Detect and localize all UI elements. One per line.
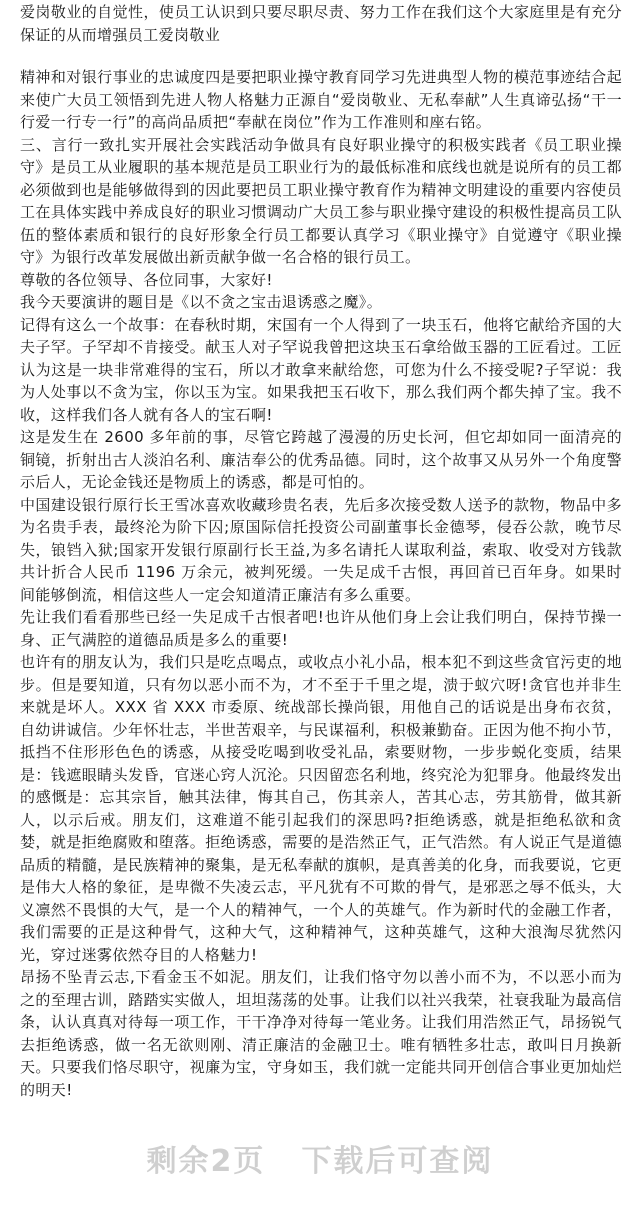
remaining-pages-label: 剩余2页 — [146, 1144, 266, 1179]
paragraph-lesson: 先让我们看看那些已经一失足成千古恨者吧!也许从他们身上会让我们明白，保持节操一身、正气满腔的道德品质是多么的重要! — [20, 608, 622, 649]
paragraph-history: 这是发生在 2600 多年前的事，尽管它跨越了漫漫的历史长河，但它却如同一面清亮的铜镜，折射出古人淡泊名利、廉洁奉公的优秀品德。同时，这个故事又从另外一个角度警示后人，无论金钱还是物质上的诱惑，都是可怕的。 — [20, 428, 622, 491]
paragraph-story: 记得有这么一个故事：在春秋时期，宋国有一个人得到了一块玉石，他将它献给齐国的大夫子罕。子罕却不肯接受。献玉人对子罕说我曾把这块玉石拿给做玉器的工匠看过。工匠认为这是一块非常难得的宝石，所以才敢拿来献给您，可您为什么不接受呢?子罕说：我为人处事以不贪为宝，你以玉为宝。如果我把玉石收下，那么我们两个都失掉了宝。我不收，这样我们各人就有各人的宝石啊! — [20, 315, 622, 424]
top-fragment-paragraph: 爱岗敬业的自觉性，使员工认识到只要尽职尽责、努力工作在我们这个大家庭里是有充分保证的从而增强员工爱岗敬业 — [20, 3, 622, 44]
paragraph-cases: 中国建设银行原行长王雪冰喜欢收藏珍贵名表，先后多次接受数人送予的款物，物品中多为名贵手表，最终沦为阶下囚;原国际信托投资公司副董事长金德琴，侵吞公款，晚节尽失，锒铛入狱;国家开发银行原副行长王益,为多名请托人谋取利益，索取、收受对方钱款共计折合人民币 1196 万余元，被判死缓。一失足成千古恨，再回首已百年身。如果时间能够倒流，相信这些人一定会知道清正廉洁有多么重要。 — [20, 495, 622, 604]
paragraph-greeting: 尊敬的各位领导、各位同事，大家好! — [20, 270, 273, 289]
paragraph-integrity: 也许有的朋友认为，我们只是吃点喝点，或收点小礼小品，根本犯不到这些贪官污吏的地步。但是要知道，只有勿以恶小而不为，才不至于千里之堤，溃于蚁穴呀!贪官也并非生来就是坏人。XXX 省 XXX 市委原、统战部长操尚银，用他自己的话说是出身布衣贫，自幼讲诚信。少年怀壮志，半世苦艰辛，与民谋福利，积极兼勤奋。正因为他不拘小节，抵挡不住形形色色的诱惑，从接受吃喝到收受礼品，索要财物，一步步蜕化变质，结果是：钱遮眼睛头发昏，官迷心窍人沉沦。只因留恋名利地，终究沦为犯罪身。他最终发出的感慨是：忘其宗旨，触其法律，悔其自己，伤其亲人，苦其心志，劳其筋骨，做其新人，以示后戒。朋友们，这难道不能引起我们的深思吗?拒绝诱惑，就是拒绝私欲和贪婪，就是拒绝腐败和堕落。拒绝诱惑，需要的是浩然正气，正气浩然。有人说正气是道德品质的精髓，是民族精神的聚集，是无私奉献的旗帜，是真善美的化身，而我要说，它更是伟大人格的象征，是卑微不失凌云志，平凡犹有不可欺的骨气，是邪恶之辱不低头，大义凛然不畏惧的大气，是一个人的精神气，一个人的英雄气。作为新时代的金融工作者，我们需要的正是这种骨气，这种大气，这种精神气，这种英雄气，这种大浪淘尽犹然闪光，穿过迷雾依然夺目的人格魅力! — [20, 653, 622, 964]
document-body — [20, 0, 622, 1101]
download-prompt-banner[interactable] — [0, 1136, 640, 1180]
page-gap — [20, 48, 622, 66]
paragraph-closing: 昂扬不坠青云志,下看金玉不如泥。朋友们，让我们恪守勿以善小而不为，不以恶小而为之的至理古训，踏踏实实做人，坦坦荡荡的处事。让我们以社兴我荣，社衰我耻为最高信条，认认真真对待每一项工作，干干净净对待每一笔业务。让我们用浩然正气，昂扬锐气去拒绝诱惑，做一名无欲则刚、清正廉洁的金融卫士。唯有牺牲多壮志，敢叫日月换新天。只要我们恪尽职守，视廉为宝，守身如玉，我们就一定能共同开创信合事业更加灿烂的明天! — [20, 968, 622, 1099]
cut-off-top-text — [20, 0, 622, 48]
paragraph-speech-title: 我今天要演讲的题目是《以不贪之宝击退诱惑之魔》。 — [20, 293, 383, 311]
paragraph-2: 三、言行一致扎实开展社会实践活动争做具有良好职业操守的积极实践者《员工职业操守》是员工从业履职的基本规范是员工职业行为的最低标准和底线也就是说所有的员工都必须做到也是能够做得到的因此要把员工职业操守教育作为精神文明建设的重要内容使员工在具体实践中养成良好的职业习惯调动广大员工参与职业操守建设的积极性提高员工队伍的整体素质和银行的良好形象全行员工都要认真学习《职业操守》自觉遵守《职业操守》为银行改革发展做出新贡献争做一名合格的银行员工。 — [20, 135, 622, 266]
download-to-view-label[interactable]: 下载后可查阅 — [301, 1144, 494, 1179]
paragraph-1: 精神和对银行事业的忠诚度四是要把职业操守教育同学习先进典型人物的模范事迹结合起来使广大员工领悟到先进人物人格魅力正源自“爱岗敬业、无私奉献”人生真谛弘扬“干一行爱一行专一行”的高尚品质把“奉献在岗位”作为工作准则和座右铭。 — [20, 68, 622, 131]
